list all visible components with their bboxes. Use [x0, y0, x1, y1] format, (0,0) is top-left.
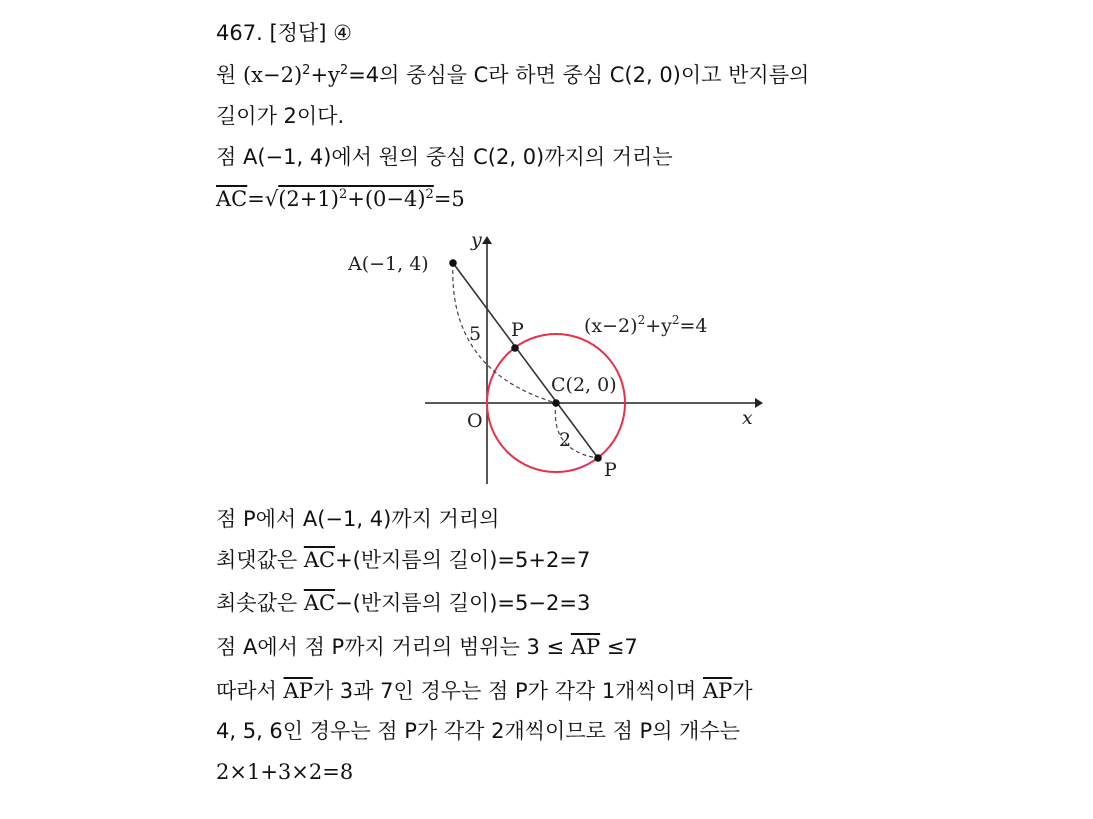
conclusion-line-1: 따라서 $\overline{AP}$가 3과 7인 경우는 점 P가 각각 1개씩이며 $\overline{AP}$가 — [216, 679, 753, 703]
segment-ap: $\overline{AP}$ — [703, 679, 733, 703]
problem-number: 467. — [216, 21, 263, 45]
label-y-axis: y — [471, 229, 482, 251]
answer-value: ④ — [333, 21, 352, 45]
segment-ac: $\overline{AC}$ — [303, 591, 336, 615]
circle-equation-line: 원 $(x-2)^2+y^2=4$의 중심을 C라 하면 중심 C(2, 0)이고 반지름의 — [216, 63, 810, 87]
segment-ac: $\overline{AC}$ — [216, 187, 248, 211]
label-x-axis: x — [742, 407, 753, 429]
label-p-upper: P — [511, 319, 524, 341]
label-length-5: 5 — [469, 323, 482, 345]
radicand: $(2+1)^2+(0-4)^2$ — [278, 187, 434, 211]
segment-ap: $\overline{AP}$ — [570, 635, 601, 659]
range-line: 점 A에서 점 P까지 거리의 범위는 $3 \le \overline{AP} \le 7$ — [216, 635, 638, 659]
final-count-line: 2×1+3×2=8 — [216, 760, 354, 784]
label-c: C(2, 0) — [551, 374, 617, 396]
label-origin: O — [467, 410, 483, 432]
x-axis-arrow — [755, 398, 763, 408]
answer-label: [정답] — [269, 21, 327, 45]
maximum-line: 최댓값은 $\overline{AC}+$(반지름의 길이)=5+2=7 — [216, 548, 591, 572]
conclusion-line-2: 4, 5, 6인 경우는 점 P가 각각 2개씩이므로 점 P의 개수는 — [216, 719, 741, 743]
label-length-2: 2 — [559, 429, 572, 451]
point-p-lower — [594, 454, 602, 462]
segment-ac: $\overline{AC}$ — [303, 548, 336, 572]
label-circle-equation: $(x-2)^2+y^2=4$ — [584, 313, 708, 337]
minimum-line: 최솟값은 $\overline{AC}-$(반지름의 길이)=5−2=3 — [216, 591, 591, 615]
label-p-lower: P — [604, 459, 617, 481]
point-c — [552, 399, 560, 407]
problem-header — [216, 18, 352, 48]
y-axis-arrow — [482, 236, 492, 244]
distance-intro-line: 점 A(−1, 4)에서 원의 중심 C(2, 0)까지의 거리는 — [216, 145, 673, 169]
radius-line: 길이가 2이다. — [216, 104, 345, 128]
distance-formula-line: $\overline{AC}=√(2+1)^2+(0-4)^2=5$ — [216, 187, 465, 211]
distance-range-intro-line: 점 P에서 A(−1, 4)까지 거리의 — [216, 507, 500, 531]
sqrt-sign: √ — [264, 187, 279, 211]
circle-diagram — [330, 226, 770, 488]
label-a: A(−1, 4) — [348, 253, 429, 275]
segment-ap: $\overline{AP}$ — [283, 679, 313, 703]
point-a — [449, 259, 457, 267]
point-p-upper — [511, 344, 519, 352]
